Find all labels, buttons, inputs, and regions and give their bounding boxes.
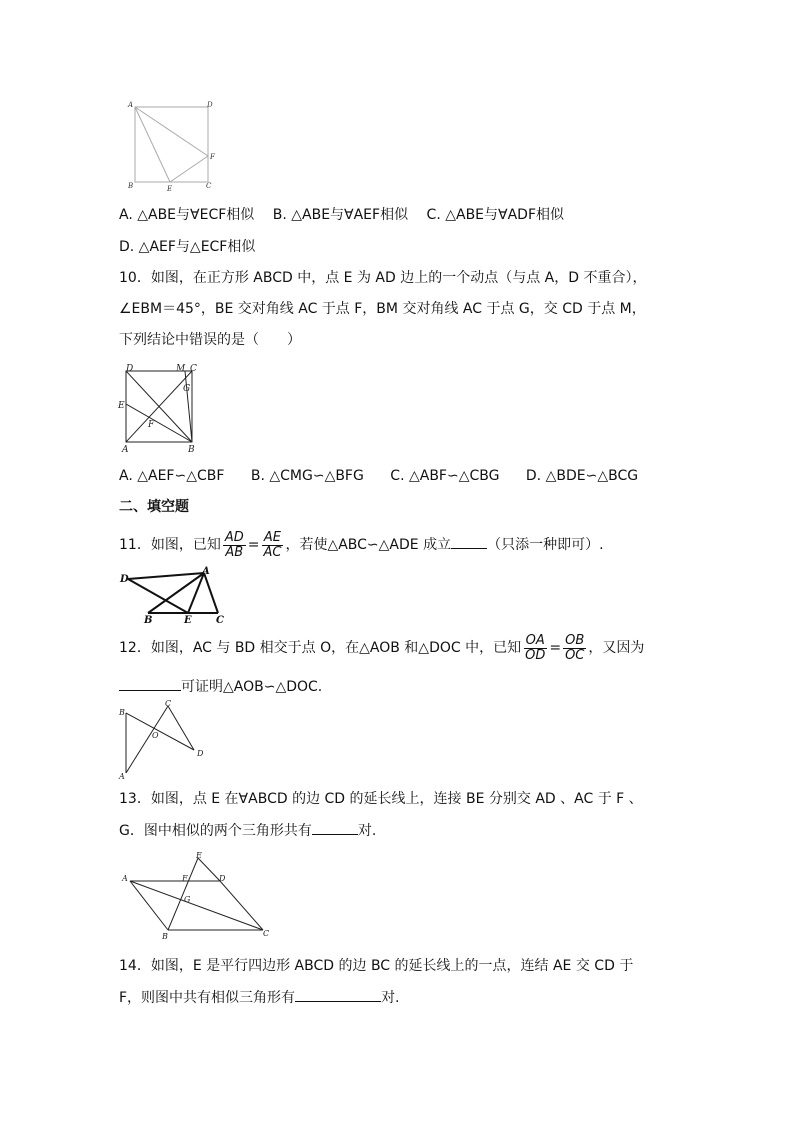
fig9-label-a: A — [128, 101, 134, 109]
q11-suffix2: （只添一种即可）. — [487, 537, 604, 553]
q14-text-line1: 14．如图，E 是平行四边形 ABCD 的边 BC 的延长线上的一点，连结 AE 交 CD 于 — [119, 958, 634, 974]
q13-text-line2 — [119, 820, 376, 841]
q11-text — [119, 528, 604, 562]
q9-option-b: B. △ABE与∀AEF相似 — [272, 207, 409, 223]
fig10-label-d: D — [126, 364, 134, 374]
q12-text-line2 — [119, 676, 322, 697]
q11-frac1-num: AD — [224, 529, 244, 545]
figure-q9 — [126, 100, 218, 192]
q12-frac1-den: OD — [525, 647, 546, 663]
q11-frac2-den: AC — [263, 544, 282, 560]
figure-q12 — [116, 700, 212, 782]
q11-frac1-den: AB — [225, 544, 244, 560]
fig12-label-a: A — [119, 772, 125, 781]
q10-text-line2: ∠EBM＝45°，BE 交对角线 AC 于点 F，BM 交对角线 AC 于点 G，交 CD 于点 M， — [119, 301, 646, 317]
fig13-label-d: D — [219, 874, 226, 883]
q11-fraction-ae-ac — [261, 531, 283, 560]
q12-suffix: ，又因为 — [588, 640, 645, 656]
fig13-label-f: F — [182, 874, 188, 883]
q13-answer-blank[interactable] — [312, 820, 358, 835]
q10-option-c: C. △ABF∽△CBG — [390, 468, 500, 484]
fig13-label-a: A — [122, 874, 128, 883]
fig9-label-e: E — [167, 185, 173, 192]
q11-answer-blank[interactable] — [451, 534, 487, 549]
fig11-label-e: E — [184, 615, 192, 624]
q12-line2: 可证明△AOB∽△DOC. — [181, 679, 323, 695]
q12-answer-blank[interactable] — [119, 676, 181, 691]
fig9-label-d: D — [207, 101, 213, 109]
fig12-label-c: C — [165, 700, 172, 708]
fig11-label-b: B — [144, 615, 153, 624]
q10-option-a: A. △AEF∽△CBF — [119, 468, 225, 484]
q11-suffix1: ，若使△ABC∽△ADE 成立 — [285, 537, 452, 553]
q9-option-d: D. △AEF与△ECF相似 — [119, 239, 256, 255]
q9-options-row1 — [119, 205, 564, 225]
q12-fraction-ob-oc — [563, 634, 586, 663]
q14-text-line2 — [119, 987, 400, 1008]
q10-option-b: B. △CMG∽△BFG — [250, 468, 364, 484]
q10-options — [119, 466, 638, 486]
fig10-label-a: A — [122, 445, 129, 454]
q11-fraction-ad-ab — [223, 531, 246, 560]
fig10-label-m: M — [176, 364, 186, 374]
fig9-label-f: F — [210, 153, 215, 161]
q14-line2b: 对. — [381, 990, 400, 1006]
figure-q10 — [116, 362, 206, 454]
fig13-label-b: B — [162, 932, 168, 940]
fig12-label-b: B — [119, 708, 125, 717]
q12-fraction-oa-od — [523, 634, 547, 663]
q13-text-line1: 13．如图，点 E 在∀ABCD 的边 CD 的延长线上，连接 BE 分别交 AD 、AC 于 F 、 — [119, 791, 643, 807]
q10-option-d: D. △BDE∽△BCG — [525, 468, 639, 484]
fig13-label-g: G — [184, 895, 191, 904]
figure-q13 — [118, 848, 276, 940]
fig9-label-b: B — [128, 182, 134, 190]
q12-prefix: 12．如图，AC 与 BD 相交于点 O，在△AOB 和△DOC 中，已知 — [119, 640, 522, 656]
q13-line2b: 对. — [357, 823, 377, 839]
fig11-label-a: A — [202, 566, 210, 577]
fig12-label-d: D — [197, 749, 204, 758]
figure-q11 — [118, 566, 230, 624]
q13-line2a: G．图中相似的两个三角形共有 — [119, 823, 312, 839]
q9-option-a: A. △ABE与∀ECF相似 — [119, 207, 255, 223]
section-heading-fill-in: 二、填空题 — [119, 499, 189, 515]
fig10-label-e: E — [118, 401, 125, 411]
q14-answer-blank[interactable] — [295, 987, 381, 1002]
q10-text-line3: 下列结论中错误的是（ ） — [119, 332, 301, 348]
q14-line2a: F，则图中共有相似三角形有 — [119, 990, 296, 1006]
q12-equals: = — [549, 640, 562, 656]
q11-frac2-num: AE — [263, 529, 282, 545]
fig9-label-c: C — [206, 182, 212, 190]
q12-text-line1 — [119, 630, 644, 666]
q10-text-line1: 10．如图，在正方形 ABCD 中，点 E 为 AD 边上的一个动点（与点 A，D 不重合）， — [119, 270, 647, 286]
q9-option-c: C. △ABE与∀ADF相似 — [426, 207, 565, 223]
fig12-label-o: O — [152, 731, 159, 740]
fig11-label-c: C — [216, 615, 224, 624]
fig13-label-e: E — [196, 851, 202, 860]
q12-frac2-num: OB — [565, 632, 585, 648]
fig10-label-c: C — [190, 364, 197, 374]
fig11-label-d: D — [120, 574, 129, 585]
fig10-label-f: F — [148, 420, 155, 430]
fig10-label-g: G — [183, 384, 191, 394]
q12-frac1-num: OA — [525, 632, 545, 648]
q12-frac2-den: OC — [565, 647, 585, 663]
fig10-label-b: B — [188, 445, 195, 454]
q11-equals: = — [247, 537, 260, 553]
fig13-label-c: C — [263, 929, 270, 938]
q11-prefix: 11．如图，已知 — [119, 537, 221, 553]
